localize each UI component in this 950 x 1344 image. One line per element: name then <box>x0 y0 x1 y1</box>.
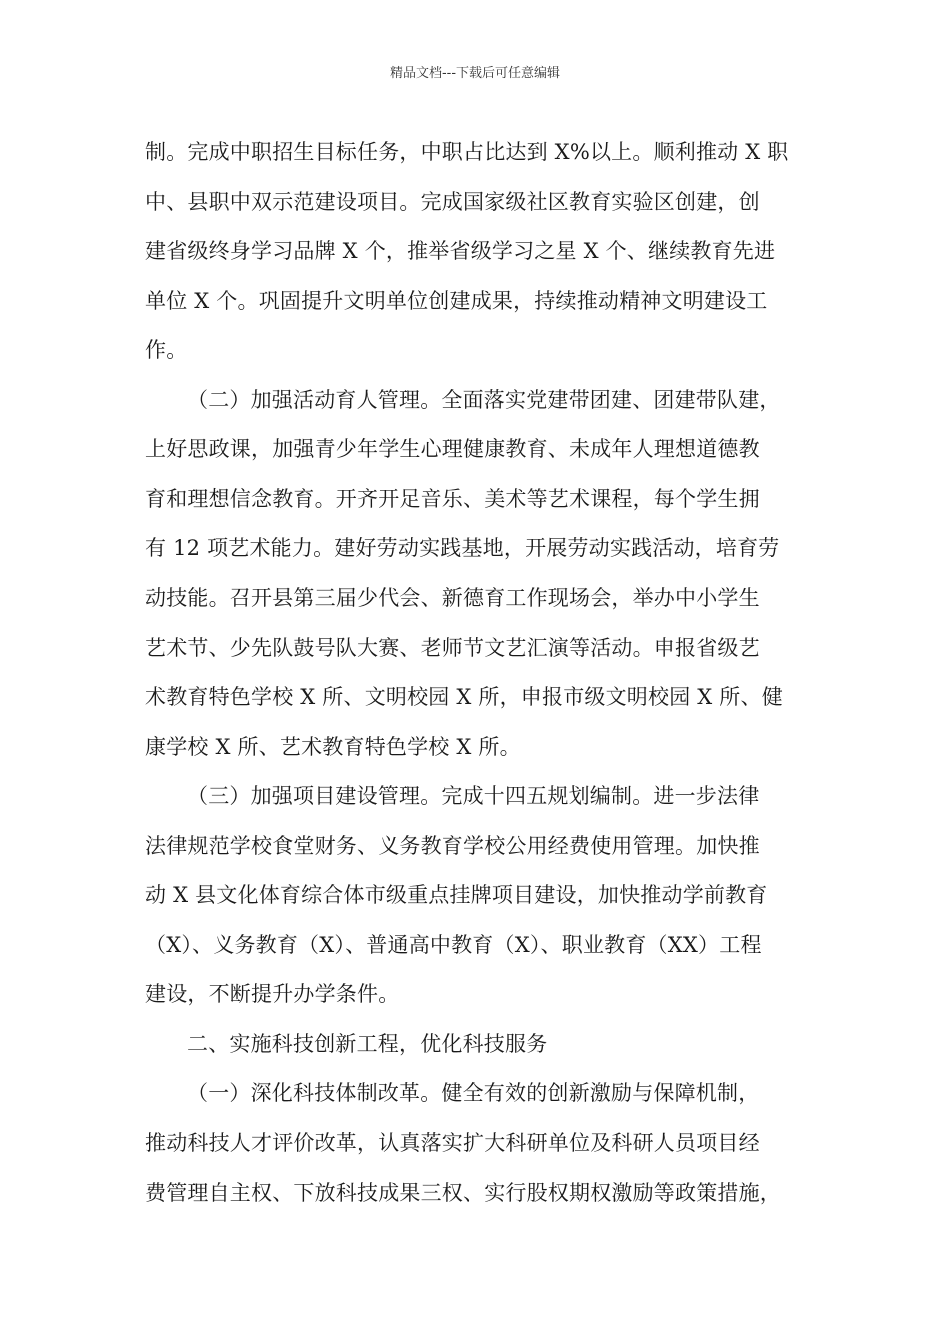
body-line: （X）、义务教育（X）、普通高中教育（X）、职业教育（XX）工程 <box>145 933 762 957</box>
body-line: 有 12 项艺术能力。建好劳动实践基地，开展劳动实践活动，培育劳 <box>145 536 780 560</box>
paragraph-start-line: （一）深化科技体制改革。健全有效的创新激励与保障机制， <box>187 1081 760 1105</box>
body-line: 建设，不断提升办学条件。 <box>145 982 400 1006</box>
body-line: 建省级终身学习品牌 X 个，推举省级学习之星 X 个、继续教育先进 <box>145 239 776 263</box>
body-line: 术教育特色学校 X 所、文明校园 X 所，申报市级文明校园 X 所、健 <box>145 685 783 709</box>
body-line: 单位 X 个。巩固提升文明单位创建成果，持续推动精神文明建设工 <box>145 289 768 313</box>
body-line: 中、县职中双示范建设项目。完成国家级社区教育实验区创建，创 <box>145 190 760 214</box>
body-line: 制。完成中职招生目标任务，中职占比达到 X%以上。顺利推动 X 职 <box>145 140 789 164</box>
body-line: 育和理想信念教育。开齐开足音乐、美术等艺术课程，每个学生拥 <box>145 487 760 511</box>
body-line: 法律规范学校食堂财务、义务教育学校公用经费使用管理。加快推 <box>145 834 760 858</box>
body-line: 推动科技人才评价改革，认真落实扩大科研单位及科研人员项目经 <box>145 1131 760 1155</box>
paragraph-start-line: （三）加强项目建设管理。完成十四五规划编制。进一步法律 <box>187 784 760 808</box>
body-line: 康学校 X 所、艺术教育特色学校 X 所。 <box>145 735 521 759</box>
body-line: 动 X 县文化体育综合体市级重点挂牌项目建设，加快推动学前教育 <box>145 883 768 907</box>
body-line: 费管理自主权、下放科技成果三权、实行股权期权激励等政策措施， <box>145 1181 781 1205</box>
section-heading: 二、实施科技创新工程，优化科技服务 <box>187 1032 548 1056</box>
body-line: 艺术节、少先队鼓号队大赛、老师节文艺汇演等活动。申报省级艺 <box>145 636 760 660</box>
body-line: 上好思政课，加强青少年学生心理健康教育、未成年人理想道德教 <box>145 437 760 461</box>
body-line: 动技能。召开县第三届少代会、新德育工作现场会，举办中小学生 <box>145 586 760 610</box>
page-header: 精品文档---下载后可任意编辑 <box>389 66 561 81</box>
paragraph-start-line: （二）加强活动育人管理。全面落实党建带团建、团建带队建， <box>187 388 781 412</box>
body-line: 作。 <box>145 338 188 362</box>
